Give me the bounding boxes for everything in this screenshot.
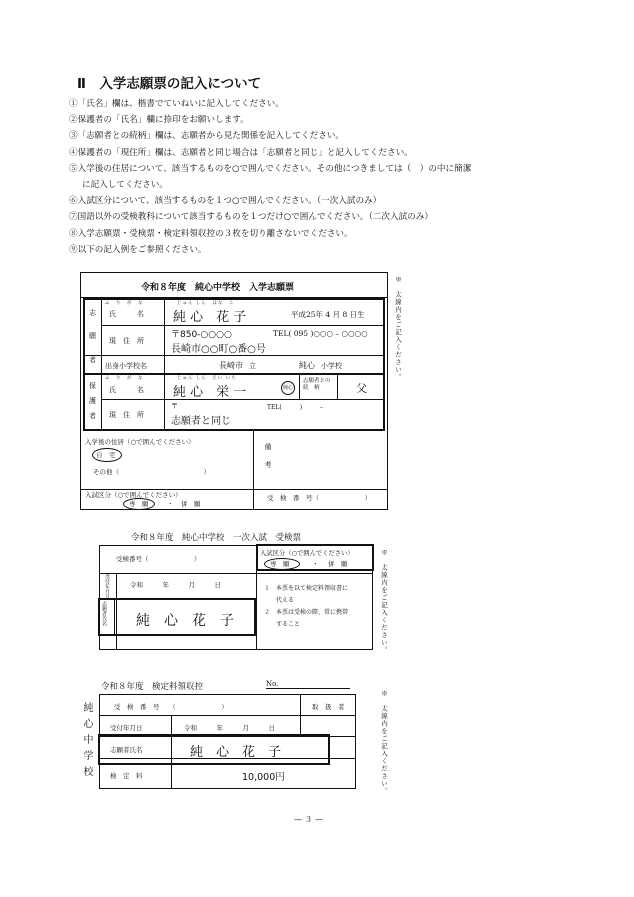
- relation-label: 志願者との続 柄: [303, 378, 331, 391]
- applicant-address: 長崎市○○町○番○号: [171, 344, 266, 355]
- residence-other: その他（ ）: [93, 468, 210, 476]
- receipt-handler: 取 扱 者: [312, 703, 345, 711]
- ticket-exam-type-box: [256, 544, 374, 571]
- application-side-note: ※ 太線内をご記入ください。: [394, 276, 402, 381]
- instruction-1: ①「氏名」欄は、楷書でていねいに記入してください。: [69, 99, 284, 109]
- ticket-note-1a: １ 本票を以て検定料領収書に: [264, 585, 349, 592]
- relation-value: 父: [356, 382, 367, 395]
- guardian-ruby: じゅん しん えい いち: [177, 376, 237, 381]
- guardian-label-1: 保: [89, 382, 96, 390]
- ticket-exam-number: 受検番号（ ）: [116, 555, 201, 563]
- receipt-fee-label: 検 定 料: [110, 772, 143, 780]
- exam-type-label: 入試区分（○で囲んでください）: [85, 491, 182, 499]
- receipt-side-note: ※ 太線内をご記入ください。: [380, 690, 388, 795]
- instruction-9: ⑨以下の記入例をご参照ください。: [69, 244, 207, 255]
- ticket-exam-type-label: 入試区分（○で囲んでください）: [260, 550, 354, 557]
- guardian-name: 純 心 栄 一: [173, 385, 247, 400]
- page-number: — ３ —: [294, 815, 324, 824]
- application-form: [80, 272, 388, 510]
- exam-number: 受 検 番 号（ ）: [267, 494, 371, 502]
- guardian-address-label: 現 住 所: [109, 411, 144, 419]
- instruction-7: ⑦国語以外の受検教科について該当するものを１つだけ○で囲んでください。（二次入試のみ）: [69, 212, 433, 223]
- ticket-title: 令和８年度 純心中学校 一次入試 受検票: [131, 533, 302, 543]
- ticket-exam-single: 専 願: [270, 560, 290, 568]
- guardian-tel: TEL( ) –: [267, 404, 324, 411]
- exam-single: 専 願: [129, 500, 149, 508]
- receipt-date: 令和 年 月 日: [184, 724, 275, 732]
- receipt-fee: 10,000円: [242, 772, 285, 783]
- exam-dot: ・: [167, 500, 174, 508]
- ruby-label: ふ り が な: [105, 301, 144, 306]
- applicant-postal: 〒850-○○○○: [171, 330, 232, 340]
- school-name: 純心: [299, 361, 315, 370]
- section-heading: Ⅱ 入学志願票の記入について: [77, 76, 262, 92]
- receipt-name-label: 志願者氏名: [110, 746, 143, 754]
- seal-stamp: 純心: [281, 381, 295, 395]
- ticket-note-1b: 代える: [264, 597, 295, 604]
- birth-date: 平成25年 4 月 8 日生: [291, 310, 365, 319]
- guardian-ruby-label: ふ り が な: [105, 376, 144, 381]
- receipt-date-label: 受付年月日: [110, 724, 143, 732]
- school-suffix: 小学校: [321, 362, 342, 370]
- ticket-exam-combined: 併 願: [328, 560, 348, 568]
- instruction-3: ③「志願者との続柄」欄は、志願者から見た関係を記入してください。: [69, 131, 345, 142]
- guardian-label-2: 護: [89, 397, 96, 405]
- school-city: 長崎市: [219, 361, 243, 370]
- instruction-5-cont: に記入してください。: [82, 180, 168, 191]
- ticket-date-label: 受付年月日: [104, 574, 110, 599]
- ticket-name: 純 心 花 子: [136, 613, 234, 629]
- applicant-name: 純 心 花 子: [173, 310, 247, 325]
- instructions-list: [69, 96, 569, 258]
- applicant-label-1: 志: [89, 309, 96, 317]
- receipt-name-box: [98, 734, 330, 765]
- instruction-5: ⑤入学後の住居について、該当するものを○で囲んでください。その他につきましては（ ）の中に簡潔: [69, 163, 472, 174]
- guardian-name-label: 氏 名: [109, 386, 144, 394]
- ticket-note-2b: すること: [264, 621, 301, 628]
- receipt-title: 令和８年度 検定料領収控: [101, 682, 204, 692]
- ticket-name-box: [98, 598, 256, 636]
- applicant-label-3: 者: [89, 356, 96, 364]
- applicant-label-2: 願: [89, 332, 96, 340]
- applicant-ruby: じゅん しん はな こ: [177, 301, 235, 306]
- residence-label: 入学後の住居（○で囲んでください）: [85, 438, 195, 446]
- ticket-exam-dot: ・: [312, 560, 319, 568]
- applicant-address-label: 現 住 所: [109, 337, 144, 345]
- applicant-tel: TEL( 095 )○○○ – ○○○○: [273, 329, 368, 338]
- instruction-6: ⑥入試区分について、該当するものを１つ○で囲んでください。（一次入試のみ）: [69, 196, 382, 207]
- receipt-school: 純心中学校: [81, 702, 92, 782]
- ticket-date: 令和 年 月 日: [130, 581, 221, 589]
- applicant-name-label: 氏 名: [109, 310, 144, 318]
- instruction-8: ⑧入学志願票・受検票・検定料領収控の３枚を切り離さないでください。: [69, 228, 353, 239]
- ticket-side-note: ※ 太線内をご記入ください。: [380, 549, 388, 654]
- guardian-label-3: 者: [89, 412, 96, 420]
- instruction-4: ④保護者の「現住所」欄は、志願者と同じ場合は「志願者と同じ」と記入してください。: [69, 147, 413, 158]
- guardian-postal: 〒: [171, 402, 178, 410]
- school-city-suffix: 立: [249, 362, 256, 370]
- school-label: 出身小学校名: [105, 362, 147, 370]
- ticket-name-label: 志願者氏名: [101, 601, 107, 626]
- residence-home: 自 宅: [96, 451, 116, 459]
- biko-label: 備 考: [264, 443, 272, 470]
- exam-combined: 併 願: [181, 500, 201, 508]
- application-title: 令和８年度 純心中学校 入学志願票: [141, 283, 295, 293]
- receipt-exam-number: 受 検 番 号 （ ）: [114, 703, 228, 711]
- receipt-name: 純 心 花 子: [190, 745, 282, 760]
- ticket-note-2a: ２ 本票は受検の際、常に携帯: [264, 609, 349, 616]
- instruction-2: ②保護者の「氏名」欄に捺印をお願いします。: [69, 115, 249, 126]
- guardian-address: 志願者と同じ: [171, 416, 231, 427]
- receipt-no: No.: [266, 680, 350, 689]
